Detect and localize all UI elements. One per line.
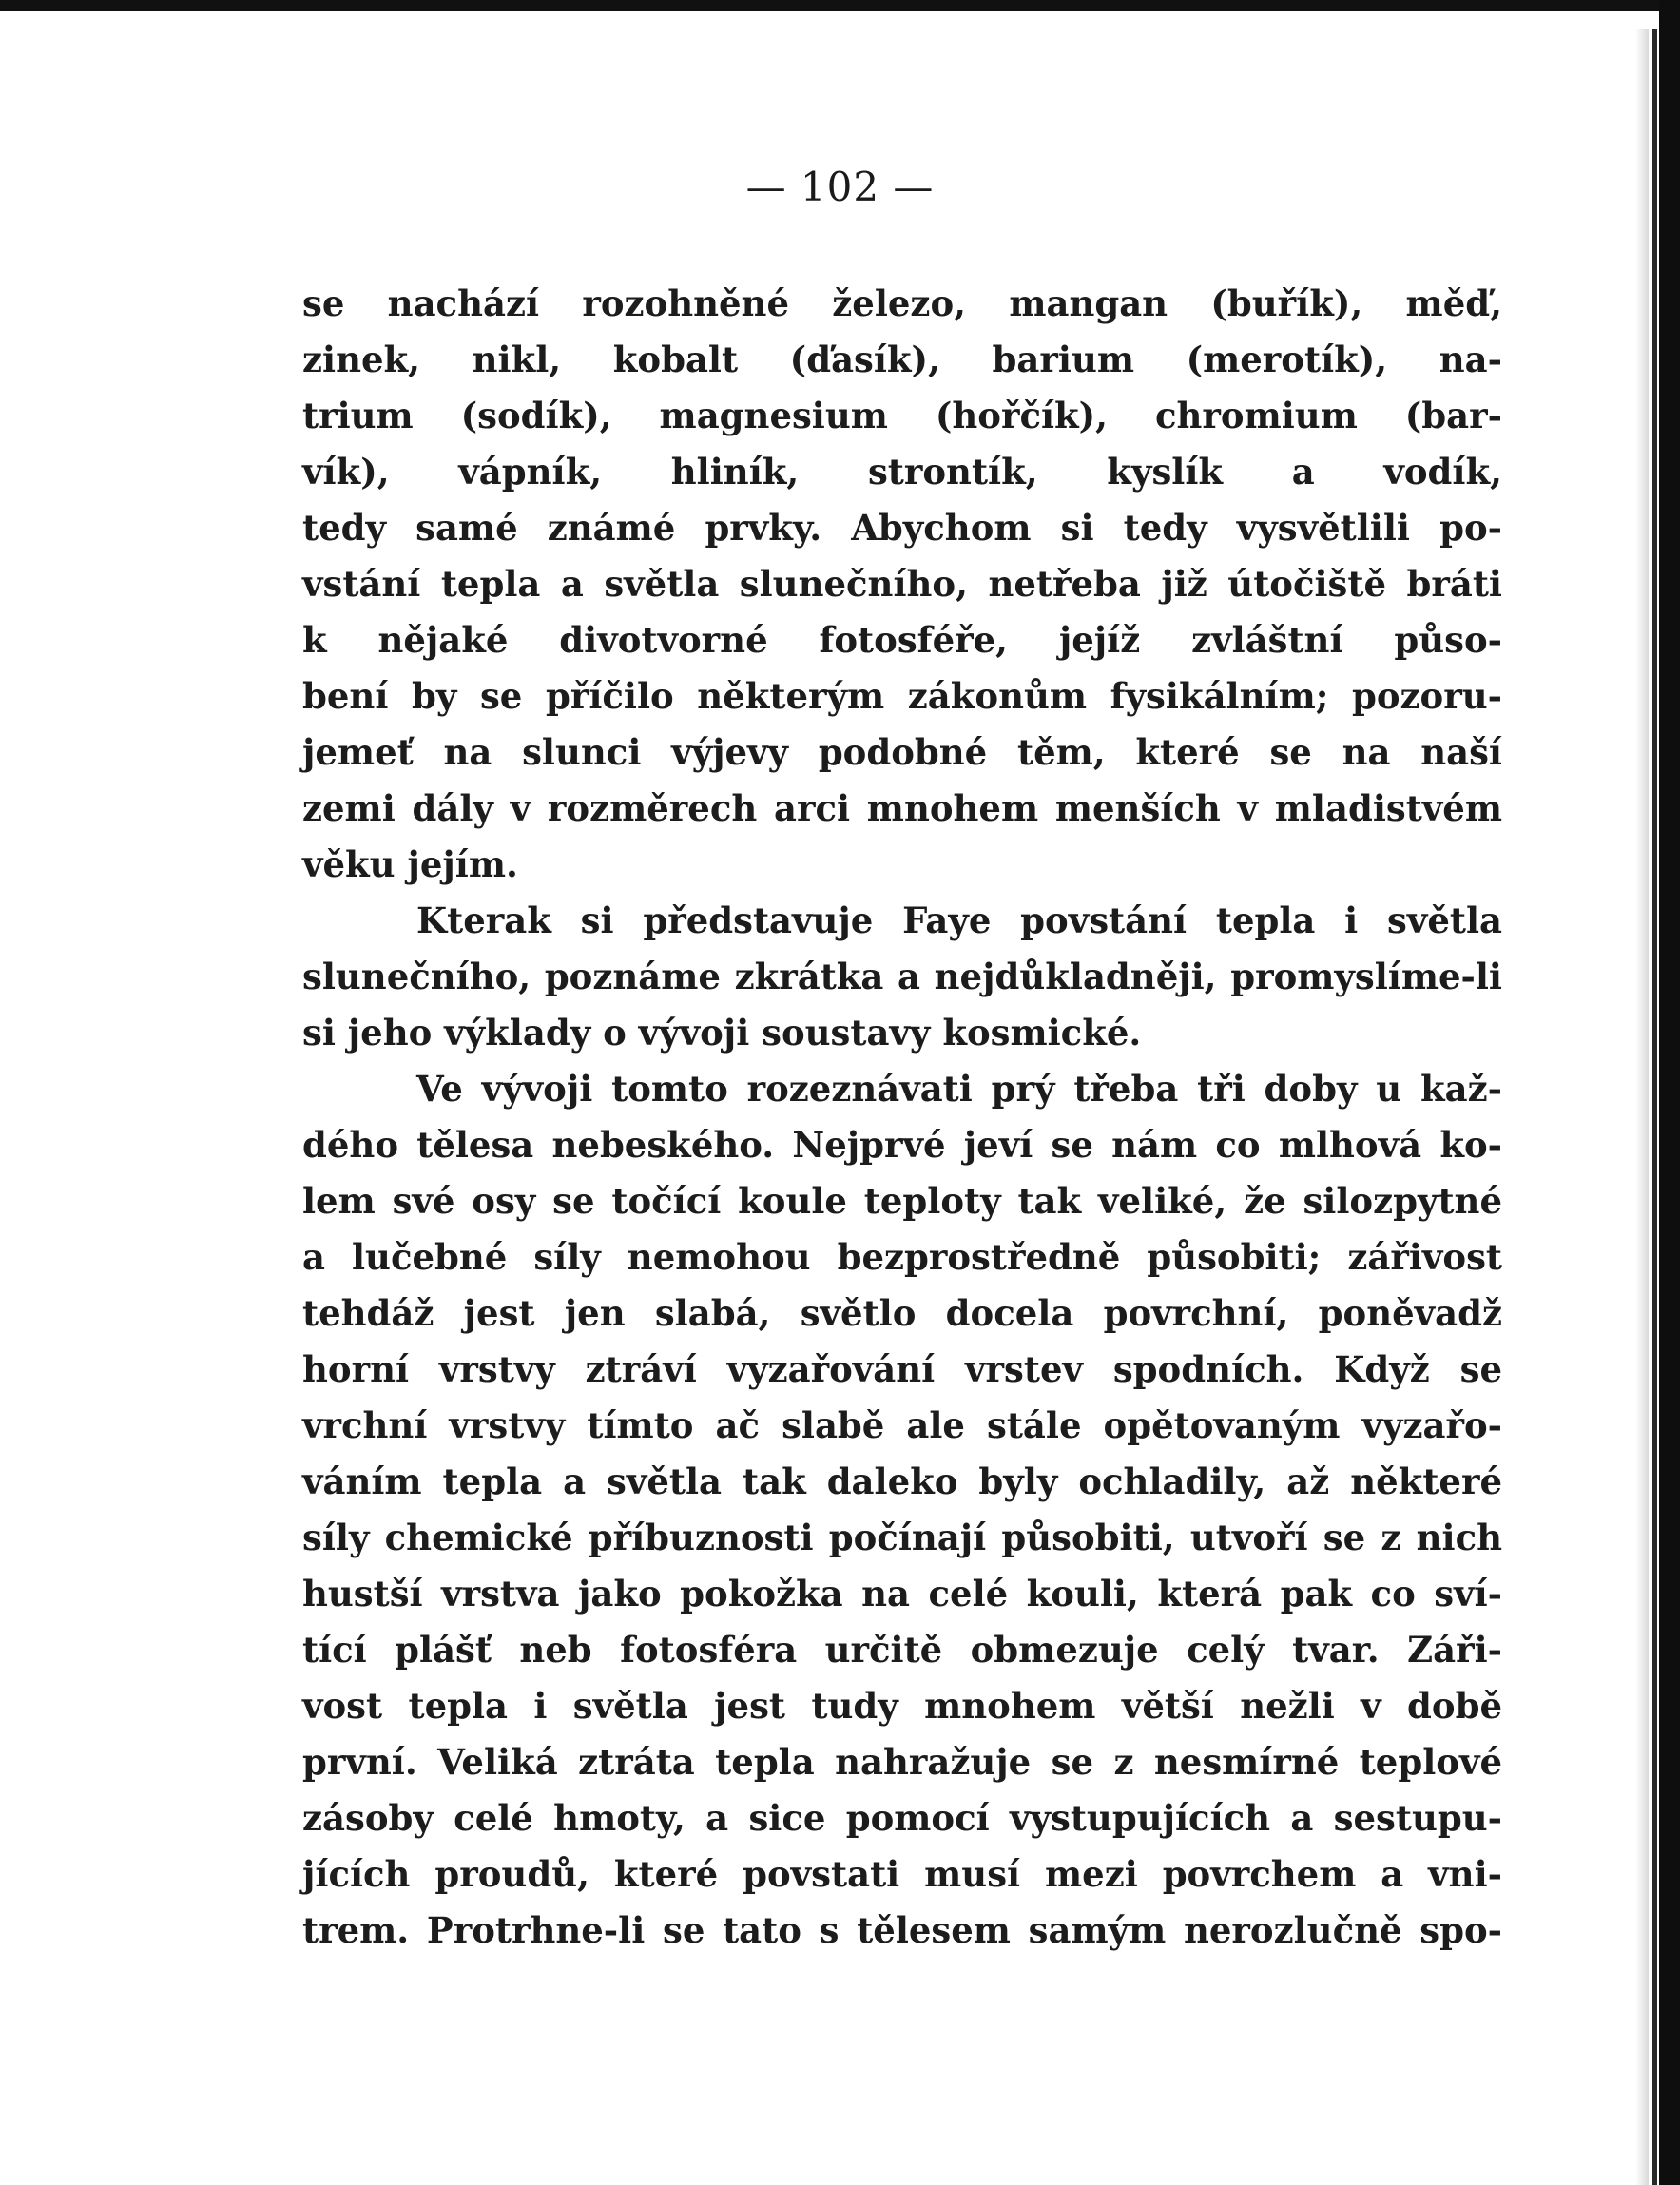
text-line: hustší vrstva jako pokožka na celé kouli, která pak co sví- [302, 1573, 1502, 1615]
text-line: se nachází rozohněné železo, mangan (buřík), měď, [302, 282, 1502, 324]
text-line: tedy samé známé prvky. Abychom si tedy vysvětlili po- [302, 507, 1502, 549]
text-line: lem své osy se točící koule teploty tak veliké, že silozpytné [302, 1180, 1502, 1222]
text-line: trium (sodík), magnesium (hořčík), chromium (bar- [302, 395, 1502, 436]
text-line: síly chemické příbuznosti počínají působiti, utvoří se z nich [302, 1517, 1502, 1558]
scan-top-edge [0, 0, 1680, 11]
text-line: dého tělesa nebeského. Nejprvé jeví se nám co mlhová ko- [302, 1124, 1502, 1166]
paragraph-start-line: Ve vývoji tomto rozeznávati prý třeba tři doby u kaž- [416, 1068, 1502, 1110]
text-line: vrchní vrstvy tímto ač slabě ale stále opětovaným vyzařo- [302, 1404, 1502, 1446]
text-line: slunečního, poznáme zkrátka a nejdůkladněji, promyslíme-li [302, 956, 1502, 997]
text-line: si jeho výklady o vývoji soustavy kosmické. [302, 1012, 1142, 1054]
body-text [302, 276, 1502, 1959]
scan-right-edge [1659, 0, 1680, 2185]
text-line: váním tepla a světla tak daleko byly ochladily, až některé [302, 1460, 1502, 1502]
text-line: vost tepla i světla jest tudy mnohem větší nežli v době [302, 1685, 1502, 1727]
text-line: tící plášť neb fotosféra určitě obmezuje celý tvar. Záři- [302, 1629, 1502, 1671]
text-line: zemi dály v rozměrech arci mnohem menších v mladistvém [302, 787, 1502, 829]
text-line: vstání tepla a světla slunečního, netřeba již útočiště bráti [302, 563, 1502, 605]
text-line: věku jejím. [302, 843, 518, 885]
text-line: jemeť na slunci výjevy podobné těm, které se na naší [302, 731, 1502, 773]
paragraph-start-line: Kterak si představuje Faye povstání tepla i světla [416, 899, 1502, 941]
text-line: první. Veliká ztráta tepla nahražuje se z nesmírné teplové [302, 1741, 1502, 1783]
text-line: zinek, nikl, kobalt (ďasík), barium (merotík), na- [302, 338, 1502, 380]
text-line: bení by se příčilo některým zákonům fysikálním; pozoru- [302, 675, 1502, 717]
text-line: trem. Protrhne-li se tato s tělesem samým nerozlučně spo- [302, 1909, 1502, 1951]
text-line: horní vrstvy ztráví vyzařování vrstev spodních. Když se [302, 1348, 1502, 1390]
text-line: tehdáž jest jen slabá, světlo docela povrchní, poněvadž [302, 1292, 1502, 1334]
text-line: k nějaké divotvorné fotosféře, jejíž zvláštní půso- [302, 619, 1502, 661]
page-number: — 102 — [745, 164, 935, 210]
text-line: a lučebné síly nemohou bezprostředně působiti; zářivost [302, 1236, 1502, 1278]
text-line: jících proudů, které povstati musí mezi povrchem a vni- [302, 1853, 1502, 1895]
book-spine-shadow [1635, 29, 1649, 2185]
book-spine-line [1652, 29, 1657, 2185]
text-line: zásoby celé hmoty, a sice pomocí vystupujících a sestupu- [302, 1797, 1502, 1839]
text-line: vík), vápník, hliník, strontík, kyslík a vodík, [302, 451, 1502, 493]
